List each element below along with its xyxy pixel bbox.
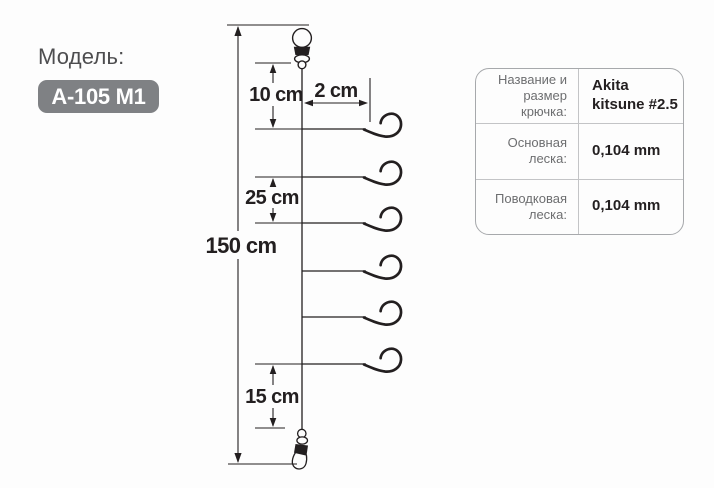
hook-branch [302, 349, 401, 372]
arrowhead-down-icon [234, 453, 241, 463]
swivel-ring [293, 29, 312, 48]
fishhook-icon [364, 349, 401, 372]
arrowhead-up-icon [270, 178, 277, 187]
measure-10cm [249, 63, 303, 129]
spec-row-label: Название и размер крючка: [476, 69, 579, 123]
table-row [476, 69, 683, 123]
swivel-band [294, 47, 310, 55]
arrowhead-right-icon [359, 100, 368, 107]
hook-branch [302, 114, 401, 137]
arrowhead-left-icon [304, 100, 313, 107]
measure-25cm-label: 25 cm [245, 187, 299, 209]
hook-branch [302, 256, 401, 279]
model-label: Модель: [38, 44, 125, 69]
bottom-snap-icon [292, 429, 308, 469]
hook-branch [302, 162, 401, 185]
fishhook-icon [364, 302, 401, 325]
arrowhead-up-icon [270, 64, 277, 73]
model-badge: А-105 M1 [38, 80, 159, 113]
fishhook-icon [364, 208, 401, 231]
fishhook-icon [364, 256, 401, 279]
measure-150cm-label: 150 cm [205, 233, 277, 258]
measure-15cm-label: 15 cm [245, 386, 299, 408]
spec-row-value: 0,104 mm [592, 197, 661, 215]
arrowhead-up-icon [234, 26, 241, 36]
top-swivel-icon [293, 29, 312, 69]
spec-row-label: Основная леска: [476, 124, 579, 178]
rig-diagram [200, 10, 420, 488]
arrowhead-down-icon [270, 213, 277, 222]
table-row [476, 179, 683, 234]
arrowhead-down-icon [270, 418, 277, 427]
snap-bead [297, 437, 308, 444]
measure-10cm-label: 10 cm [249, 84, 303, 106]
spec-row-value: Akita kitsune #2.5 [592, 77, 678, 114]
hook-branch [302, 208, 401, 231]
swivel-eye [298, 61, 306, 69]
measure-25cm [245, 177, 302, 223]
spec-table [475, 68, 684, 235]
hook-branch [302, 302, 401, 325]
arrowhead-down-icon [270, 119, 277, 128]
spec-row-label: Поводковая леска: [476, 180, 579, 234]
snap-loop [292, 453, 306, 469]
spec-row-value: 0,104 mm [592, 142, 661, 160]
fishhook-icon [364, 162, 401, 185]
table-row [476, 123, 683, 178]
arrowhead-up-icon [270, 365, 277, 374]
measure-2cm-label: 2 cm [314, 80, 358, 102]
measure-2cm [304, 78, 370, 122]
measure-15cm [245, 364, 302, 428]
